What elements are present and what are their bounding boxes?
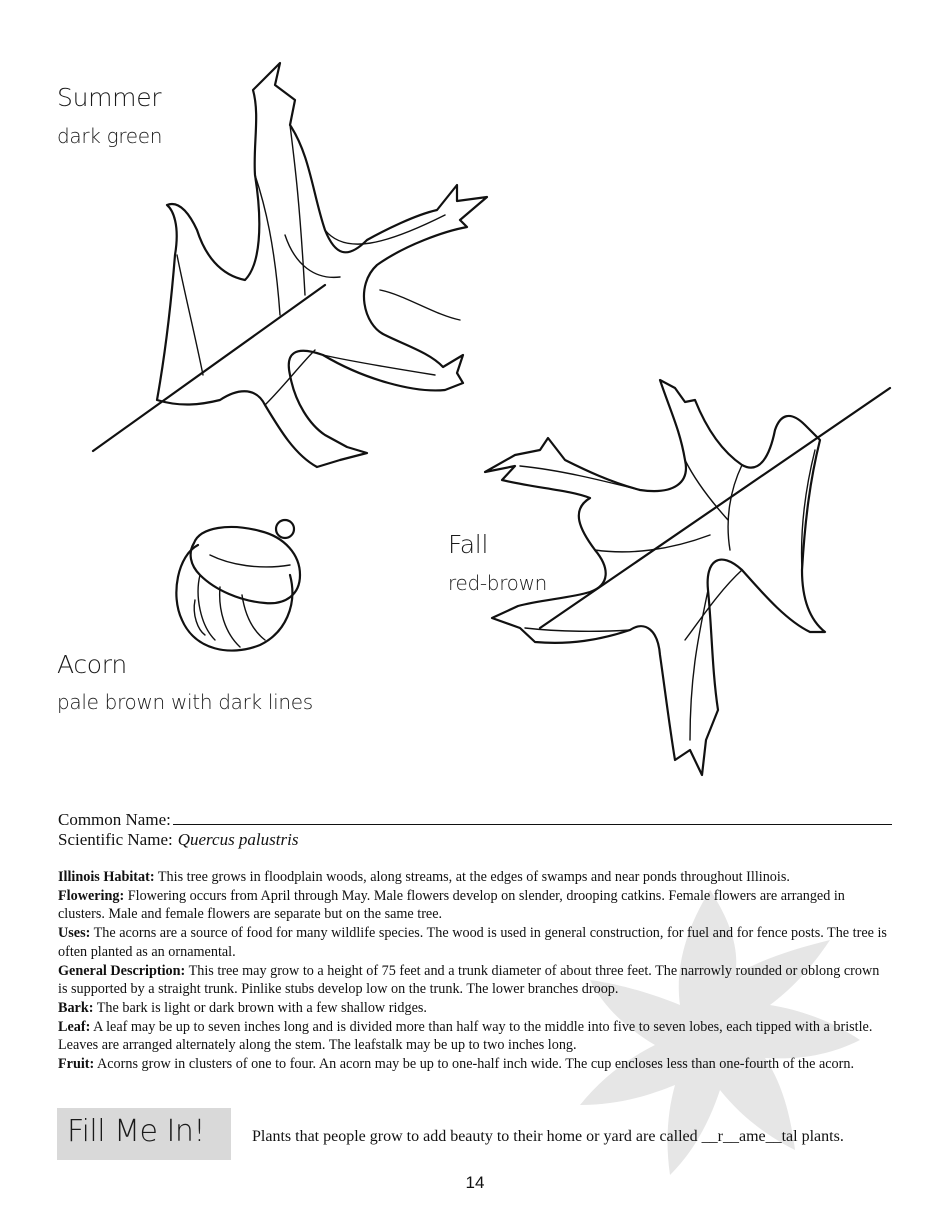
description-leaf: Leaf: A leaf may be up to seven inches long and is divided more than half way to the middle into five to seven lobes, each tipped with a bristle. Leaves are arranged alternately along the stem. The leafstalk may be up to two inches long. bbox=[58, 1018, 873, 1054]
acorn-illustration bbox=[170, 515, 310, 665]
scientific-name-label: Scientific Name: bbox=[58, 830, 173, 849]
description-uses: Uses: The acorns are a source of food for many wildlife species. The wood is used in general construction, for fuel and for fence posts. The tree is often planted as an ornamental. bbox=[58, 925, 887, 960]
summer-leaf-illustration bbox=[85, 55, 505, 475]
common-name-label: Common Name: bbox=[58, 810, 171, 829]
fill-me-in-heading: Fill Me In! bbox=[67, 1114, 205, 1149]
description-block bbox=[58, 868, 888, 1074]
scientific-name-row bbox=[58, 830, 892, 850]
description-habitat: Illinois Habitat: This tree grows in floodplain woods, along streams, at the edges of swamps and near ponds throughout Illinois. bbox=[58, 869, 790, 885]
summer-label: Summer bbox=[57, 83, 162, 112]
description-fruit: Fruit: Acorns grow in clusters of one to four. An acorn may be up to one-half inch wide. The cup encloses less than one-fourth of the acorn. bbox=[58, 1056, 854, 1073]
acorn-label: Acorn bbox=[57, 650, 127, 679]
fill-me-in-badge bbox=[57, 1108, 231, 1160]
fall-label: Fall bbox=[448, 530, 489, 559]
summer-color-label: dark green bbox=[57, 124, 163, 148]
description-general: General Description: This tree may grow to a height of 75 feet and a trunk diameter of about three feet. The narrowly rounded or oblong crown is supported by a straight trunk. Pinlike stubs develop low on the trunk. The lower branches droop. bbox=[58, 962, 880, 998]
fall-color-label: red-brown bbox=[448, 571, 548, 595]
common-name-blank[interactable] bbox=[173, 810, 892, 825]
common-name-row bbox=[58, 810, 892, 830]
acorn-color-label: pale brown with dark lines bbox=[57, 690, 313, 714]
description-bark: Bark: The bark is light or dark brown with a few shallow ridges. bbox=[58, 999, 427, 1016]
names-block bbox=[58, 810, 892, 850]
description-flowering: Flowering: Flowering occurs from April through May. Male flowers develop on slender, drooping catkins. Female flowers are arranged in clusters. Male and female flowers are separate but on the same tree. bbox=[58, 887, 845, 923]
page-number: 14 bbox=[465, 1173, 485, 1192]
fill-me-in-question[interactable]: Plants that people grow to add beauty to their home or yard are called __r__ame__tal plants. bbox=[252, 1128, 844, 1145]
scientific-name-value: Quercus palustris bbox=[177, 830, 299, 849]
